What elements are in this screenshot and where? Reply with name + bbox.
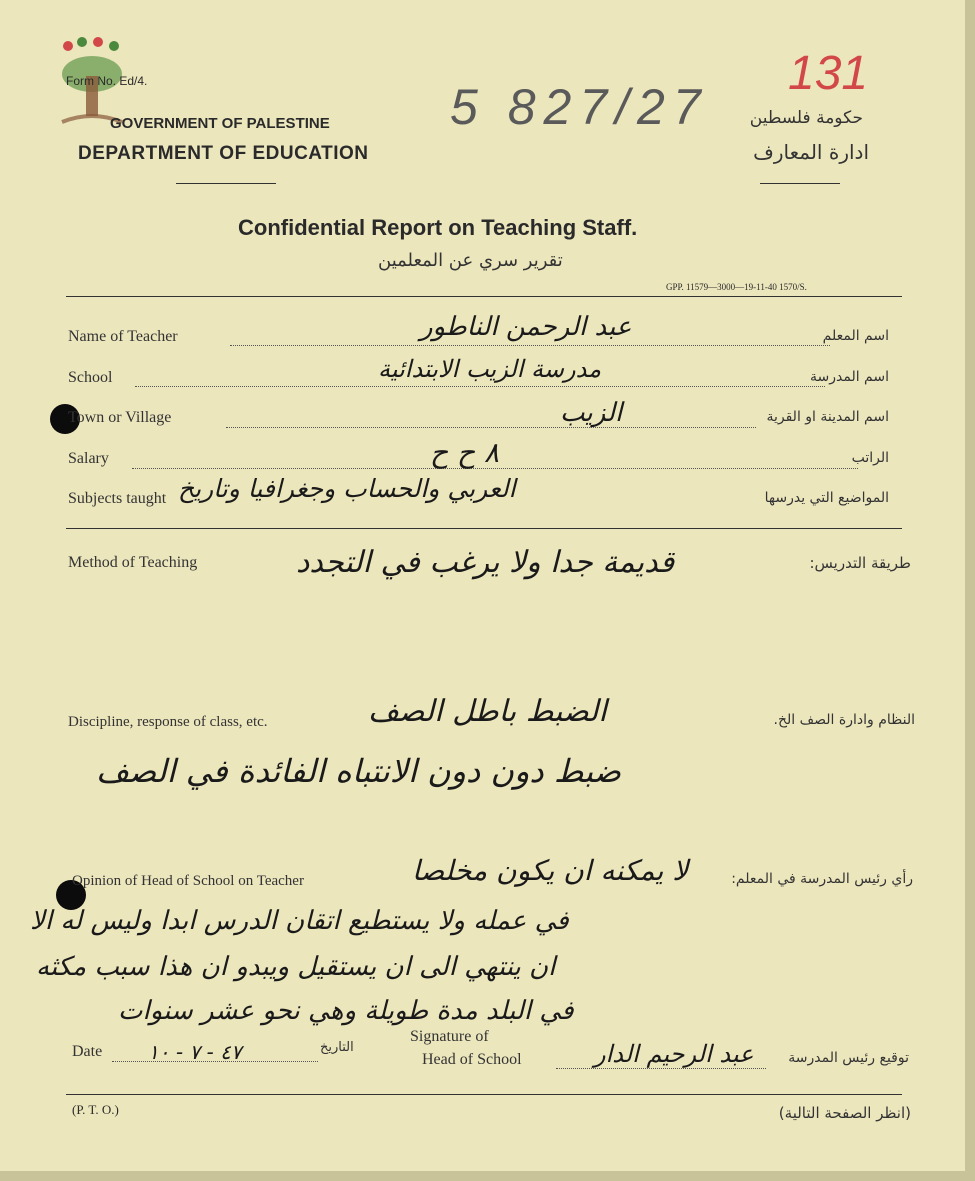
date-value: ٤٧ - ٧ - ١٠ [148, 1040, 242, 1064]
date-label-ar: التاريخ [320, 1040, 354, 1055]
opinion-value-line-2: في عمله ولا يستطيع اتقان الدرس ابدا وليس له الا [30, 906, 569, 936]
pto-label: (P. T. O.) [72, 1102, 119, 1117]
salary-label: Salary [68, 450, 109, 467]
town-dotted-line [226, 427, 756, 428]
mid-rule [66, 528, 902, 529]
signature-label-line-2: Head of School [422, 1051, 522, 1068]
subjects-label-ar: المواضيع التي يدرسها [764, 490, 889, 506]
salary-label-ar: الراتب [851, 450, 889, 466]
discipline-value-line-2: ضبط دون دون الانتباه الفائدة في الصف [96, 752, 622, 790]
signature-label-ar: توقيع رئيس المدرسة [788, 1050, 909, 1066]
school-label-ar: اسم المدرسة [810, 369, 889, 385]
opinion-value-line-3: ان ينتهي الى ان يستقيل ويبدو ان هذا سبب مكثه [36, 952, 556, 982]
name-label-ar: اسم المعلم [822, 328, 889, 344]
method-value: قديمة جدا ولا يرغب في التجدد [296, 545, 675, 580]
government-title: GOVERNMENT OF PALESTINE [110, 115, 330, 132]
name-dotted-line [230, 345, 830, 346]
opinion-value-line-1: لا يمكنه ان يكون مخلصا [412, 854, 689, 887]
report-title: Confidential Report on Teaching Staff. [238, 215, 638, 240]
form-number: Form No. Ed/4. [66, 74, 148, 88]
method-label-ar: طريقة التدريس: [809, 554, 911, 572]
department-title: DEPARTMENT OF EDUCATION [78, 143, 369, 164]
signature-label-line-1: Signature of [410, 1028, 489, 1045]
header-rule-left [176, 183, 276, 184]
page-number-stamp: 131 [788, 47, 869, 100]
subjects-value: العربي والحساب وجغرافيا وتاريخ [178, 474, 516, 503]
top-rule [66, 296, 902, 297]
subjects-label: Subjects taught [68, 490, 167, 507]
report-title-ar: تقرير سري عن المعلمين [378, 250, 563, 271]
school-label: School [68, 369, 113, 386]
paper-edge-right [965, 0, 975, 1181]
discipline-label: Discipline, response of class, etc. [68, 714, 268, 730]
opinion-value-line-4: في البلد مدة طويلة وهي نحو عشر سنوات [118, 996, 574, 1026]
name-label: Name of Teacher [68, 328, 178, 345]
opinion-label: Opinion of Head of School on Teacher [72, 873, 304, 889]
paper-edge-bottom [0, 1171, 975, 1181]
town-label-ar: اسم المدينة او القرية [766, 409, 889, 425]
government-title-ar: حكومة فلسطين [749, 108, 863, 128]
pto-label-ar: (انظر الصفحة التالية) [778, 1104, 911, 1122]
school-dotted-line [135, 386, 825, 387]
town-value: الزيب [560, 398, 623, 428]
bottom-rule [66, 1094, 902, 1095]
signature-value: عبد الرحيم الدار [594, 1040, 754, 1068]
department-title-ar: ادارة المعارف [753, 140, 869, 164]
date-label: Date [72, 1043, 103, 1060]
opinion-label-ar: رأي رئيس المدرسة في المعلم: [731, 871, 913, 887]
header-rule-right [760, 183, 840, 184]
file-number: 5 827/27 [450, 79, 709, 135]
discipline-value-line-1: الضبط باطل الصف [368, 694, 607, 729]
discipline-label-ar: النظام وادارة الصف الخ. [773, 712, 915, 728]
school-value: مدرسة الزيب الابتدائية [378, 355, 602, 383]
name-value: عبد الرحمن الناطور [420, 312, 632, 342]
print-reference: GPP. 11579—3000—19-11-40 1570/S. [666, 282, 807, 292]
town-label: Town or Village [68, 409, 172, 426]
method-label: Method of Teaching [68, 554, 198, 571]
salary-value: ٨ ح ح [430, 436, 499, 469]
signature-dotted-line [556, 1068, 766, 1069]
